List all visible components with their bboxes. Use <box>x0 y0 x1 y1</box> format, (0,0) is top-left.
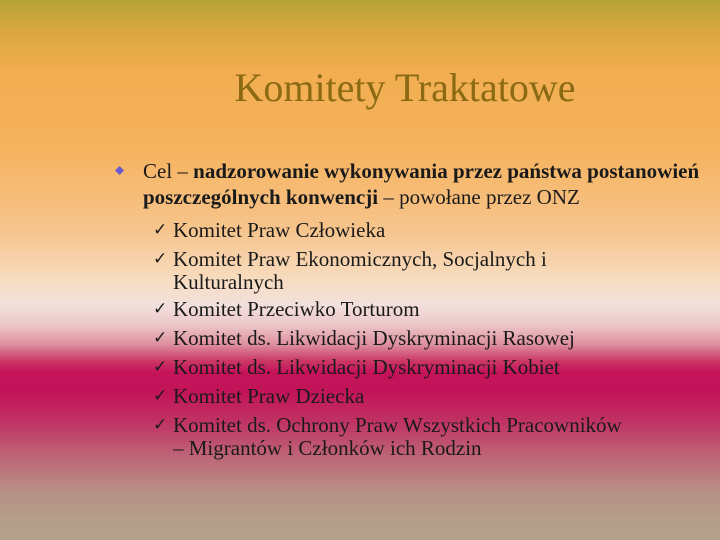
list-item <box>153 411 705 461</box>
checkmark-icon: ✓ <box>153 249 168 269</box>
checkmark-icon: ✓ <box>153 415 168 435</box>
slide-content <box>115 158 705 461</box>
lead-bold: nadzorowanie wykonywania przez państwa postanowień poszczególnych konwencji <box>143 159 700 209</box>
item-text-continued: Kulturalnych <box>173 270 284 294</box>
item-text: Komitet Praw Człowieka <box>173 218 386 242</box>
list-item <box>153 353 705 382</box>
list-item <box>153 295 705 324</box>
lead-suffix: – powołane przez ONZ <box>378 185 580 209</box>
item-text-continued: – Migrantów i Członków ich Rodzin <box>173 436 482 460</box>
list-item <box>153 245 705 295</box>
item-text: Komitet Praw Ekonomicznych, Socjalnych i <box>173 247 547 271</box>
item-text: Komitet ds. Ochrony Praw Wszystkich Pracowników <box>173 413 622 437</box>
checkmark-icon: ✓ <box>153 386 168 406</box>
item-text: Komitet Przeciwko Torturom <box>173 297 420 321</box>
lead-prefix: Cel – <box>143 159 194 183</box>
item-text: Komitet Praw Dziecka <box>173 384 365 408</box>
checkmark-icon: ✓ <box>153 328 168 348</box>
checkmark-icon: ✓ <box>153 357 168 377</box>
committee-list <box>115 216 705 461</box>
checkmark-icon: ✓ <box>153 299 168 319</box>
diamond-bullet-icon <box>115 166 124 175</box>
list-item <box>153 216 705 245</box>
item-text: Komitet ds. Likwidacji Dyskryminacji Kobiet <box>173 355 560 379</box>
list-item <box>153 324 705 353</box>
slide-title: Komitety Traktatowe <box>234 65 576 110</box>
checkmark-icon: ✓ <box>153 220 168 240</box>
list-item <box>153 382 705 411</box>
item-text: Komitet ds. Likwidacji Dyskryminacji Rasowej <box>173 326 575 350</box>
lead-paragraph <box>115 158 705 210</box>
